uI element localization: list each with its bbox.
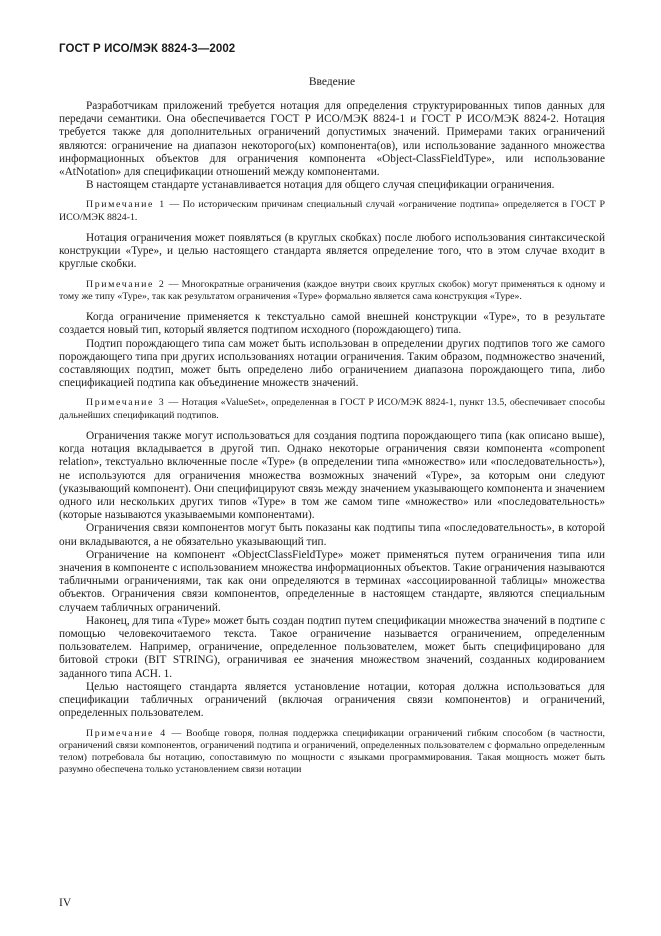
paragraph — [59, 430, 605, 522]
document-header: ГОСТ Р ИСО/МЭК 8824-3—2002 — [59, 43, 236, 55]
note-label: Примечание 4 — [86, 727, 167, 739]
paragraph — [59, 681, 605, 721]
note-text: — Многократные ограничения (каждое внутри своих круглых скобок) могут применяться к одному и тому же типу «Type», так как результатом ограничения «Type» формально является сама конструкция «Type». — [59, 278, 605, 302]
note-label: Примечание 3 — [86, 397, 166, 409]
paragraph-text: Подтип порождающего типа сам может быть использован в определении других подтипов того же самого порождающего типа при других использованиях нотации ограничения. Таким образом, подмножество значений, составляющих подтип, может быть определено либо ограничением диапазона порождающего типа, либо спецификацией подтипа как объединение множеств значений. — [59, 337, 605, 390]
note-text: — По историческим причинам специальный случай «ограничение подтипа» определяется в ГОСТ Р ИСО/МЭК 8824-1. — [59, 199, 606, 223]
paragraph — [59, 338, 605, 391]
paragraph-text: Ограничения также могут использоваться для создания подтипа порождающего типа (как описано выше), когда нотация вкладывается в другой тип. Однако некоторые ограничения связи компонента «component relation», текстуально включенные после «Type» (в определении типа «множество» или «последовательность»), не используются для ограничения множества возможных значений «Type», за которым они следуют (указывающий компонент). Они специфицируют связь между значением указывающего компонента и значением одного или нескольких других типов «Type» в том же самом типе «множество» или «последовательность» (которые называются указываемыми компонентами). — [59, 430, 605, 522]
page-number: IV — [59, 897, 72, 909]
paragraph-text: Ограничения связи компонентов могут быть показаны как подтипы типа «последовательность», в которой они вкладываются, а не обязательно указывающий тип. — [59, 522, 605, 548]
note-3 — [59, 397, 605, 422]
paragraph — [59, 311, 605, 337]
note-text: — Нотация «ValueSet», определенная в ГОСТ Р ИСО/МЭК 8824-1, пункт 13.5, обеспечивает способы дальнейших спецификаций подтипов. — [59, 397, 605, 421]
paragraph-text: Разработчикам приложений требуется нотация для определения структурированных типов данных для передачи семантики. Она обеспечивается ГОСТ Р ИСО/МЭК 8824-1 и ГОСТ Р ИСО/МЭК 8824-2. Нотация требуется также для дополнительных ограничений допустимых значений. Примерами таких ограничений являются: ограничение на диапазон некоторого(ых) компонента(ов), или использование заданного множества информационных объектов для ограничения компонента «Object-ClassFieldType», или использование «AtNotation» для спецификации отношений между компонентами. — [59, 100, 605, 179]
body-text — [59, 100, 605, 777]
paragraph — [59, 522, 605, 548]
paragraph — [59, 179, 605, 192]
paragraph-text: Нотация ограничения может появляться (в круглых скобках) после любого использования синтаксической конструкции «Type», и целью настоящего стандарта является определение того, что в этом случае входит в круглые скобки. — [59, 232, 605, 271]
note-label: Примечание 1 — [86, 199, 166, 211]
paragraph-text: Наконец, для типа «Type» может быть создан подтип путем спецификации множества значений в подтипе с помощью человекочитаемого текста. Такое ограничение называется ограничением, определенным пользователем. Например, ограничение, определенное пользователем, может быть специфицировано для битовой строки (BIT STRING), ограничивая ее значения множеством значений, созданных кодированием заданного типа АСН. 1. — [59, 614, 605, 680]
section-title: Введение — [308, 76, 356, 88]
paragraph — [59, 100, 605, 179]
paragraph — [59, 232, 605, 272]
paragraph-text: Когда ограничение применяется к текстуально самой внешней конструкции «Type», то в результате создается новый тип, который является подтипом исходного (порождающего) типа. — [59, 311, 605, 337]
paragraph-text: Ограничение на компонент «ObjectClassFieldType» может применяться путем ограничения типа или значения в компоненте с использованием множества информационных объектов. Такие ограничения называются табличными ограничениями, так как они определяются в терминах «ассоциированной таблицы» множества объектов. Ограничения связи компонентов, определенные в настоящем стандарте, являются специальным случаем табличных ограничений. — [59, 548, 605, 614]
note-2 — [59, 279, 605, 304]
note-4 — [59, 728, 605, 777]
paragraph — [59, 549, 605, 615]
note-1 — [59, 199, 605, 224]
note-label: Примечание 2 — [86, 278, 166, 290]
paragraph-text: В настоящем стандарте устанавливается нотация для общего случая спецификации ограничения. — [86, 179, 555, 192]
paragraph-text: Целью настоящего стандарта является установление нотации, которая должна использоваться для спецификации табличных ограничений (включая ограничения связи компонентов) и ограничений, определенных пользователем. — [59, 680, 605, 720]
paragraph — [59, 615, 605, 681]
note-text: — Вообще говоря, полная поддержка спецификации ограничений гибким способом (в частности, ограничений связи компонентов, ограничений подтипа и ограничений, определенных пользователем с формально определенным телом) потребовала бы нотацию, сопоставимую по мощности с языками программирования. Такая мощность может быть разумно обеспечена только установлением связи нотации — [59, 727, 605, 776]
